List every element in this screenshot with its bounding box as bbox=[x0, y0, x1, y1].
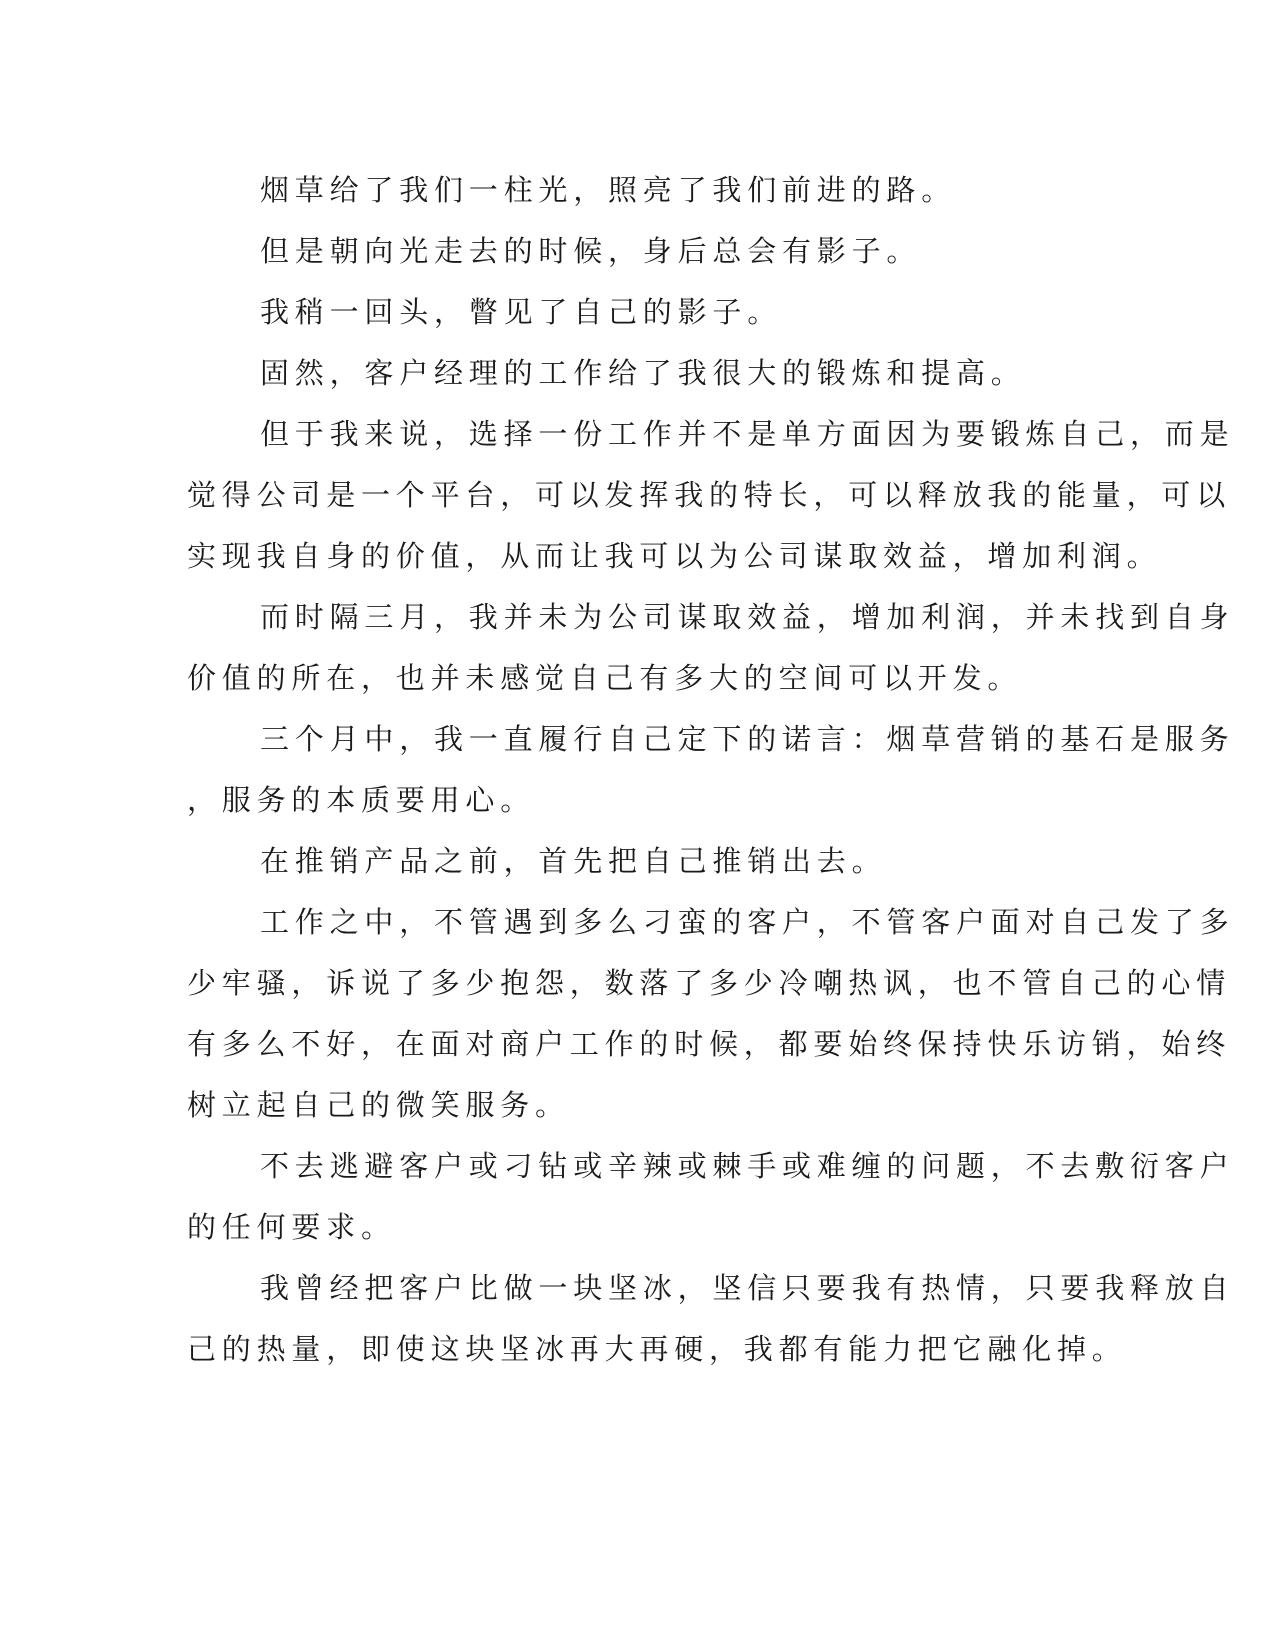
paragraph-line: 的任何要求。 bbox=[187, 1210, 396, 1244]
paragraph-line: 但于我来说，选择一份工作并不是单方面因为要锻炼自己，而是 bbox=[260, 417, 1235, 451]
paragraph-line: 价值的所在，也并未感觉自己有多大的空间可以开发。 bbox=[187, 661, 1023, 695]
paragraph-line: 我曾经把客户比做一块坚冰，坚信只要我有热情，只要我释放自 bbox=[260, 1271, 1235, 1305]
paragraph-line: 烟草给了我们一柱光，照亮了我们前进的路。 bbox=[260, 173, 957, 207]
paragraph-line: 树立起自己的微笑服务。 bbox=[187, 1088, 570, 1122]
paragraph-line: 我稍一回头，瞥见了自己的影子。 bbox=[260, 295, 783, 329]
paragraph-line: 但是朝向光走去的时候，身后总会有影子。 bbox=[260, 234, 922, 268]
paragraph-line: 在推销产品之前，首先把自己推销出去。 bbox=[260, 844, 887, 878]
paragraph-line: 固然，客户经理的工作给了我很大的锻炼和提高。 bbox=[260, 356, 1026, 390]
paragraph-line: 有多么不好，在面对商户工作的时候，都要始终保持快乐访销，始终 bbox=[187, 1027, 1232, 1061]
paragraph-line: 不去逃避客户或刁钻或辛辣或棘手或难缠的问题，不去敷衍客户 bbox=[260, 1149, 1235, 1183]
paragraph-line: 己的热量，即使这块坚冰再大再硬，我都有能力把它融化掉。 bbox=[187, 1332, 1127, 1366]
paragraph-line: 三个月中，我一直履行自己定下的诺言：烟草营销的基石是服务 bbox=[260, 722, 1235, 756]
paragraph-line: 少牢骚，诉说了多少抱怨，数落了多少冷嘲热讽，也不管自己的心情 bbox=[187, 966, 1232, 1000]
document-body bbox=[187, 160, 1235, 1380]
paragraph-line: 而时隔三月，我并未为公司谋取效益，增加利润，并未找到自身 bbox=[260, 600, 1235, 634]
paragraph-line: 觉得公司是一个平台，可以发挥我的特长，可以释放我的能量，可以 bbox=[187, 478, 1232, 512]
paragraph-line: 工作之中，不管遇到多么刁蛮的客户，不管客户面对自己发了多 bbox=[260, 905, 1235, 939]
paragraph-line: 实现我自身的价值，从而让我可以为公司谋取效益，增加利润。 bbox=[187, 539, 1162, 573]
paragraph-line: ，服务的本质要用心。 bbox=[187, 783, 536, 817]
